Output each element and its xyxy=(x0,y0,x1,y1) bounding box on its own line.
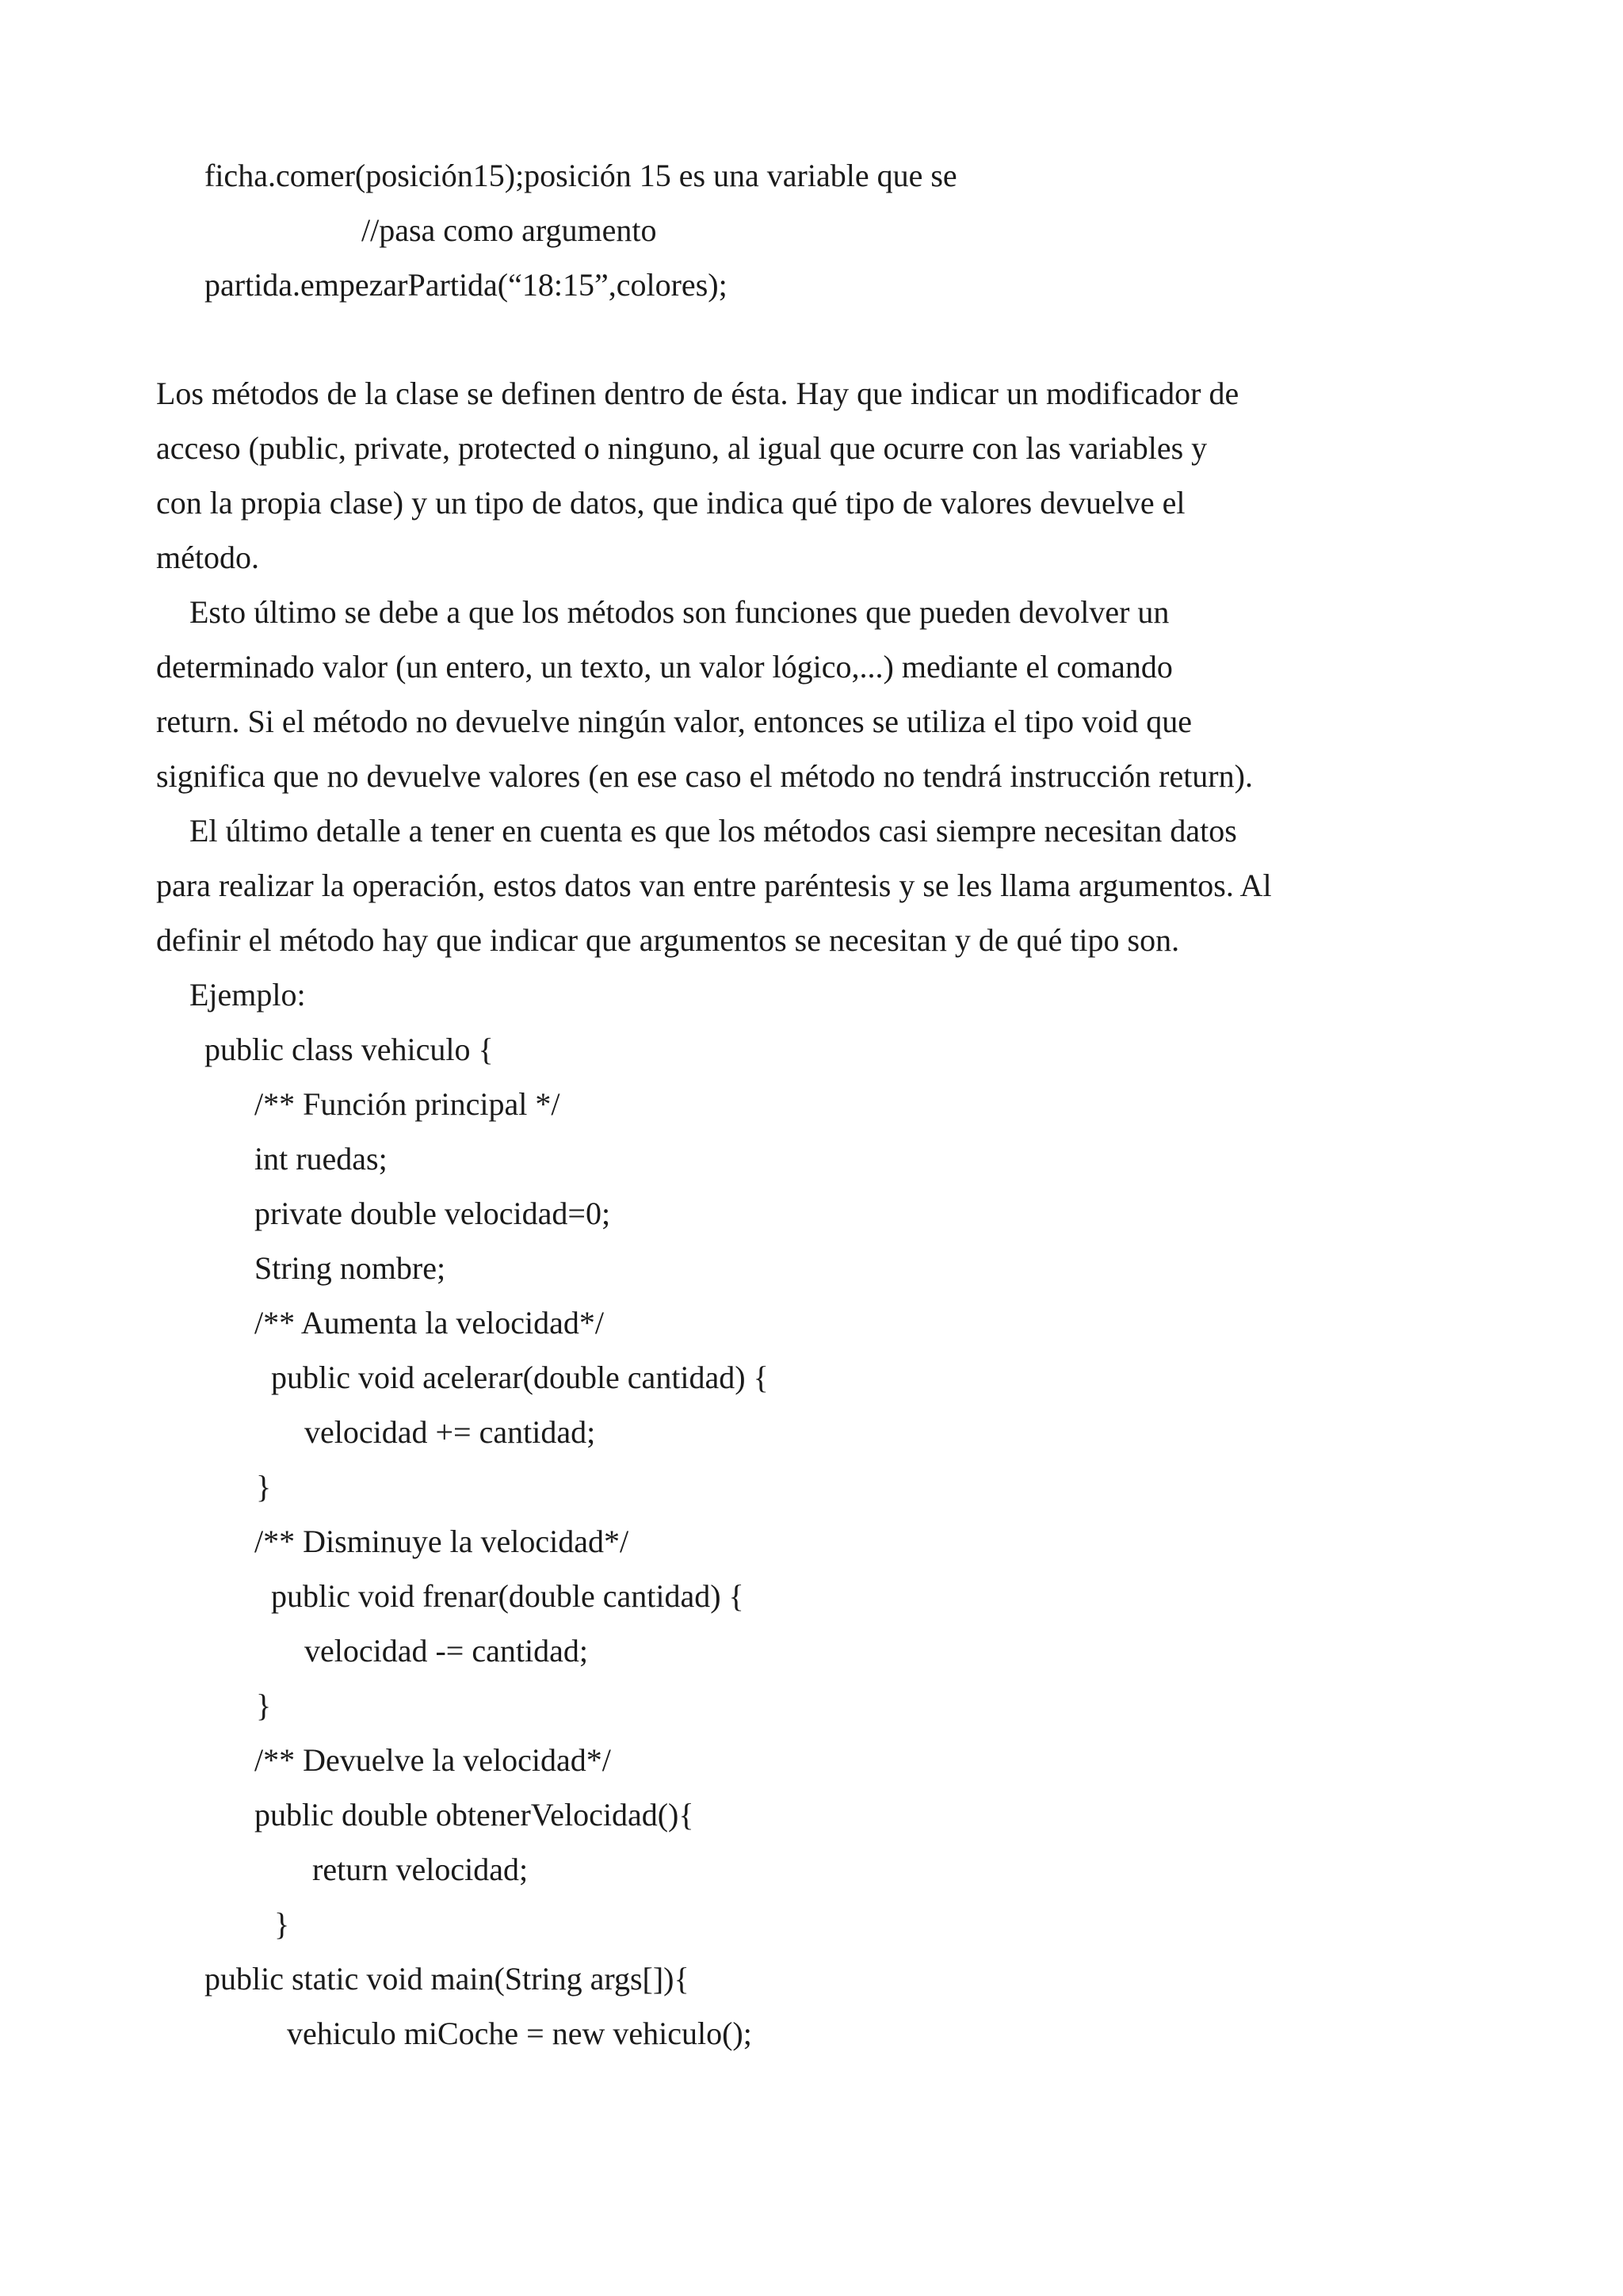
code-line: String nombre; xyxy=(254,1250,446,1286)
paragraph-line: definir el método hay que indicar que argumentos se necesitan y de qué tipo son. xyxy=(156,922,1180,958)
code-comment: /** Disminuye la velocidad*/ xyxy=(254,1524,629,1559)
code-comment: /** Devuelve la velocidad*/ xyxy=(254,1742,611,1778)
code-line: velocidad -= cantidad; xyxy=(304,1633,588,1669)
example-label: Ejemplo: xyxy=(189,977,306,1013)
paragraph-line: Esto último se debe a que los métodos son funciones que pueden devolver un xyxy=(189,594,1170,630)
code-line: public class vehiculo { xyxy=(204,1032,494,1067)
paragraph-line: Los métodos de la clase se definen dentro de ésta. Hay que indicar un modificador de xyxy=(156,376,1239,411)
paragraph-line: con la propia clase) y un tipo de datos, que indica qué tipo de valores devuelve el xyxy=(156,485,1186,521)
code-comment: /** Función principal */ xyxy=(254,1086,560,1122)
paragraph-line: significa que no devuelve valores (en ese caso el método no tendrá instrucción return). xyxy=(156,758,1253,794)
code-line: public void acelerar(double cantidad) { xyxy=(271,1360,769,1395)
code-line: partida.empezarPartida(“18:15”,colores); xyxy=(204,267,727,303)
paragraph-line: acceso (public, private, protected o ninguno, al igual que ocurre con las variables y xyxy=(156,430,1208,466)
code-line: ficha.comer(posición15);posición 15 es una variable que se xyxy=(204,158,957,193)
code-line: } xyxy=(274,1906,290,1942)
paragraph-line: determinado valor (un entero, un texto, un valor lógico,...) mediante el comando xyxy=(156,649,1173,685)
code-line: } xyxy=(256,1688,272,1723)
code-line: public void frenar(double cantidad) { xyxy=(271,1578,744,1614)
code-line: int ruedas; xyxy=(254,1141,388,1177)
paragraph-line: return. Si el método no devuelve ningún valor, entonces se utiliza el tipo void que xyxy=(156,704,1192,739)
code-line: vehiculo miCoche = new vehiculo(); xyxy=(287,2016,752,2051)
paragraph-line: El último detalle a tener en cuenta es que los métodos casi siempre necesitan datos xyxy=(189,813,1237,849)
code-comment: /** Aumenta la velocidad*/ xyxy=(254,1305,604,1341)
code-comment: //pasa como argumento xyxy=(361,212,657,248)
code-line: } xyxy=(256,1469,272,1505)
code-line: private double velocidad=0; xyxy=(254,1196,611,1231)
code-line: velocidad += cantidad; xyxy=(304,1414,596,1450)
code-line: public static void main(String args[]){ xyxy=(204,1961,689,1997)
paragraph-line: método. xyxy=(156,540,259,575)
code-line: public double obtenerVelocidad(){ xyxy=(254,1797,694,1833)
paragraph-line: para realizar la operación, estos datos van entre paréntesis y se les llama argumentos. Al xyxy=(156,868,1272,903)
code-line: return velocidad; xyxy=(312,1852,529,1887)
